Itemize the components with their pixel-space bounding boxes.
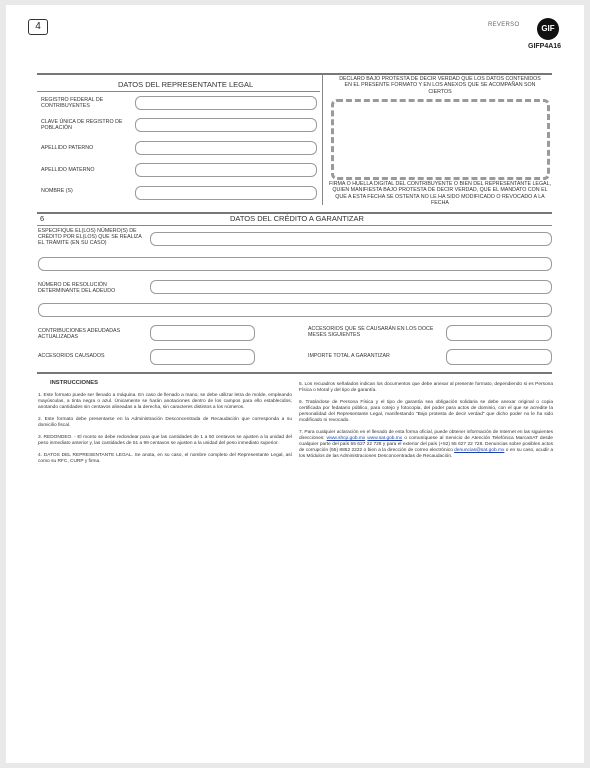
instructions-left-column <box>38 393 292 471</box>
total-label: IMPORTE TOTAL A GARANTIZAR <box>308 353 390 359</box>
denuncias-email-link[interactable]: denuncias@sat.gob.mx <box>454 448 505 453</box>
materno-label: APELLIDO MATERNO <box>41 167 95 173</box>
nombre-label: NOMBRE (S) <box>41 188 73 194</box>
resolution-field-2[interactable] <box>38 303 552 317</box>
credit-numbers-field[interactable] <box>150 232 552 246</box>
resolution-field[interactable] <box>150 280 552 294</box>
instruction-3: 3. REDONDEO. - El monto se debe redondear para que las cantidades de 1 a 50 centavos se ajusten a la unidad del peso inmediato anterior y, las cantidades de 51 a 99 centavos se ajusten a la unidad del peso inmediato superior. <box>38 435 292 446</box>
instruction-2: 2. Este formato debe presentarse en la Administración Desconcentrada de Recaudación que corresponda a su domicilio fiscal. <box>38 417 292 428</box>
section-divider <box>322 75 323 205</box>
rfc-label: REGISTRO FEDERAL DE CONTRIBUYENTES <box>41 97 104 110</box>
apellido-materno-field[interactable] <box>135 163 317 177</box>
instruction-5: 5. Los recuadros señalados indican los documentos que debe anexar al presente formato, dependiendo si es Persona Física o Moral y del tipo de garantía. <box>299 382 553 393</box>
accesorios-field[interactable] <box>150 349 255 365</box>
instructions-heading: INSTRUCCIONES <box>50 380 98 386</box>
instruction-4: 4. DATOS DEL REPRESENTANTE LEGAL. Se anota, en su caso, el nombre completo del Representante Legal, así como su RFC, CURP y firma. <box>38 453 292 464</box>
instruction-1: 1. Este formato puede ser llenado a máquina. En caso de llenado a mano, se debe utilizar letra de molde, empleando mayúsculas, a tinta negra o azul. Únicamente se harán anotaciones dentro de los campos para ello establecidos, anotando cantidades sin centavos alineadas a la derecha, sin caracteres distintos a los números. <box>38 393 292 410</box>
nombre-field[interactable] <box>135 186 317 200</box>
rfc-field[interactable] <box>135 96 317 110</box>
top-section-rule <box>37 73 552 75</box>
section-6-heading-rule <box>37 225 552 226</box>
page-number: 4 <box>28 19 48 35</box>
legal-rep-heading: DATOS DEL REPRESENTANTE LEGAL <box>118 80 254 89</box>
paterno-label: APELLIDO PATERNO <box>41 145 94 151</box>
declaration-text: DECLARO BAJO PROTESTA DE DECIR VERDAD QUE LOS DATOS CONTENIDOS EN EL PRESENTE FORMATO Y EN LOS ANEXOS QUE SE ACOMPAÑAN SON CIERTOS <box>339 76 541 95</box>
contrib-field[interactable] <box>150 325 255 341</box>
reverso-label: REVERSO <box>488 22 520 28</box>
instruction-7-end: o en su caso, acudir a los Módulos de las Administraciones Desconcentradas de Recaudación. <box>299 448 554 459</box>
credit-numbers-field-2[interactable] <box>38 257 552 271</box>
sat-link[interactable]: www.sat.gob.mx <box>367 436 403 441</box>
apellido-paterno-field[interactable] <box>135 141 317 155</box>
signature-area[interactable] <box>331 99 550 180</box>
instructions-top-rule <box>37 372 552 374</box>
resolution-label: NÚMERO DE RESOLUCIÓN DETERMINANTE DEL ADEUDO <box>38 282 116 295</box>
accesorios-12-field[interactable] <box>446 325 552 341</box>
instruction-6: 6. Tratándose de Persona Física y el tipo de garantía sea obligación solidaria se debe anexar original o copia certificada por fedatario público, para cotejo y fotocopia, del poder para actos de dominio, con el que se acredite la personalidad del Representante Legal, manifestando "Bajo protesta de decir verdad" que dicho poder no le ha sido modificado ni revocado. <box>299 400 553 423</box>
credit-numbers-label: ESPECIFIQUE EL(LOS) NÚMERO(S) DE CRÉDITO POR EL(LOS) QUE SE REALIZA EL TRÁMITE (EN SU CASO) <box>38 228 142 247</box>
instruction-7-middle: o comuníquese al Servicio de Atención Telefónica MarcaSAT desde cualquier parte del país 55 627 22 728 y para el exterior del país (+52) 55 627 22 728. Denuncias sobre posibles actos de corrupción (55) 8852 2222 o bien a la dirección de correo electrónico <box>299 436 553 453</box>
signature-caption: FIRMA O HUELLA DIGITAL DEL CONTRIBUYENTE O BIEN DEL REPRESENTANTE LEGAL, QUIEN MANIFIESTA BAJO PROTESTA DE DECIR VERDAD, QUE EL MANDATO CON EL QUE A ESTA FECHA SE OSTENTA NO LE HA SIDO MODIFICADO O REVOCADO A LA FECHA <box>328 181 552 206</box>
section-6-heading: DATOS DEL CRÉDITO A GARANTIZAR <box>230 214 364 223</box>
form-code: GIFP4A16 <box>528 43 562 50</box>
gif-logo: GIF <box>537 18 559 40</box>
section-6-number: 6 <box>40 214 45 223</box>
total-field[interactable] <box>446 349 552 365</box>
instruction-7 <box>299 430 553 460</box>
instructions-right-column <box>299 382 553 466</box>
accesorios-12-label: ACCESORIOS QUE SE CAUSARÁN EN LOS DOCE MESES SIGUIENTES <box>308 326 434 339</box>
instruction-7-intro: 7. Para cualquier aclaración en el llenado de esta forma oficial, puede obtener información de Internet en las siguientes direcciones: <box>299 430 553 441</box>
shcp-link[interactable]: www.shcp.gob.mx <box>326 436 366 441</box>
contrib-label: CONTRIBUCIONES ADEUDADAS ACTUALIZADAS <box>38 328 121 341</box>
accesorios-label: ACCESORIOS CAUSADOS <box>38 353 105 359</box>
curp-label: CLAVE ÚNICA DE REGISTRO DE POBLACIÓN <box>41 119 123 132</box>
curp-field[interactable] <box>135 118 317 132</box>
heading-rule <box>37 91 320 92</box>
